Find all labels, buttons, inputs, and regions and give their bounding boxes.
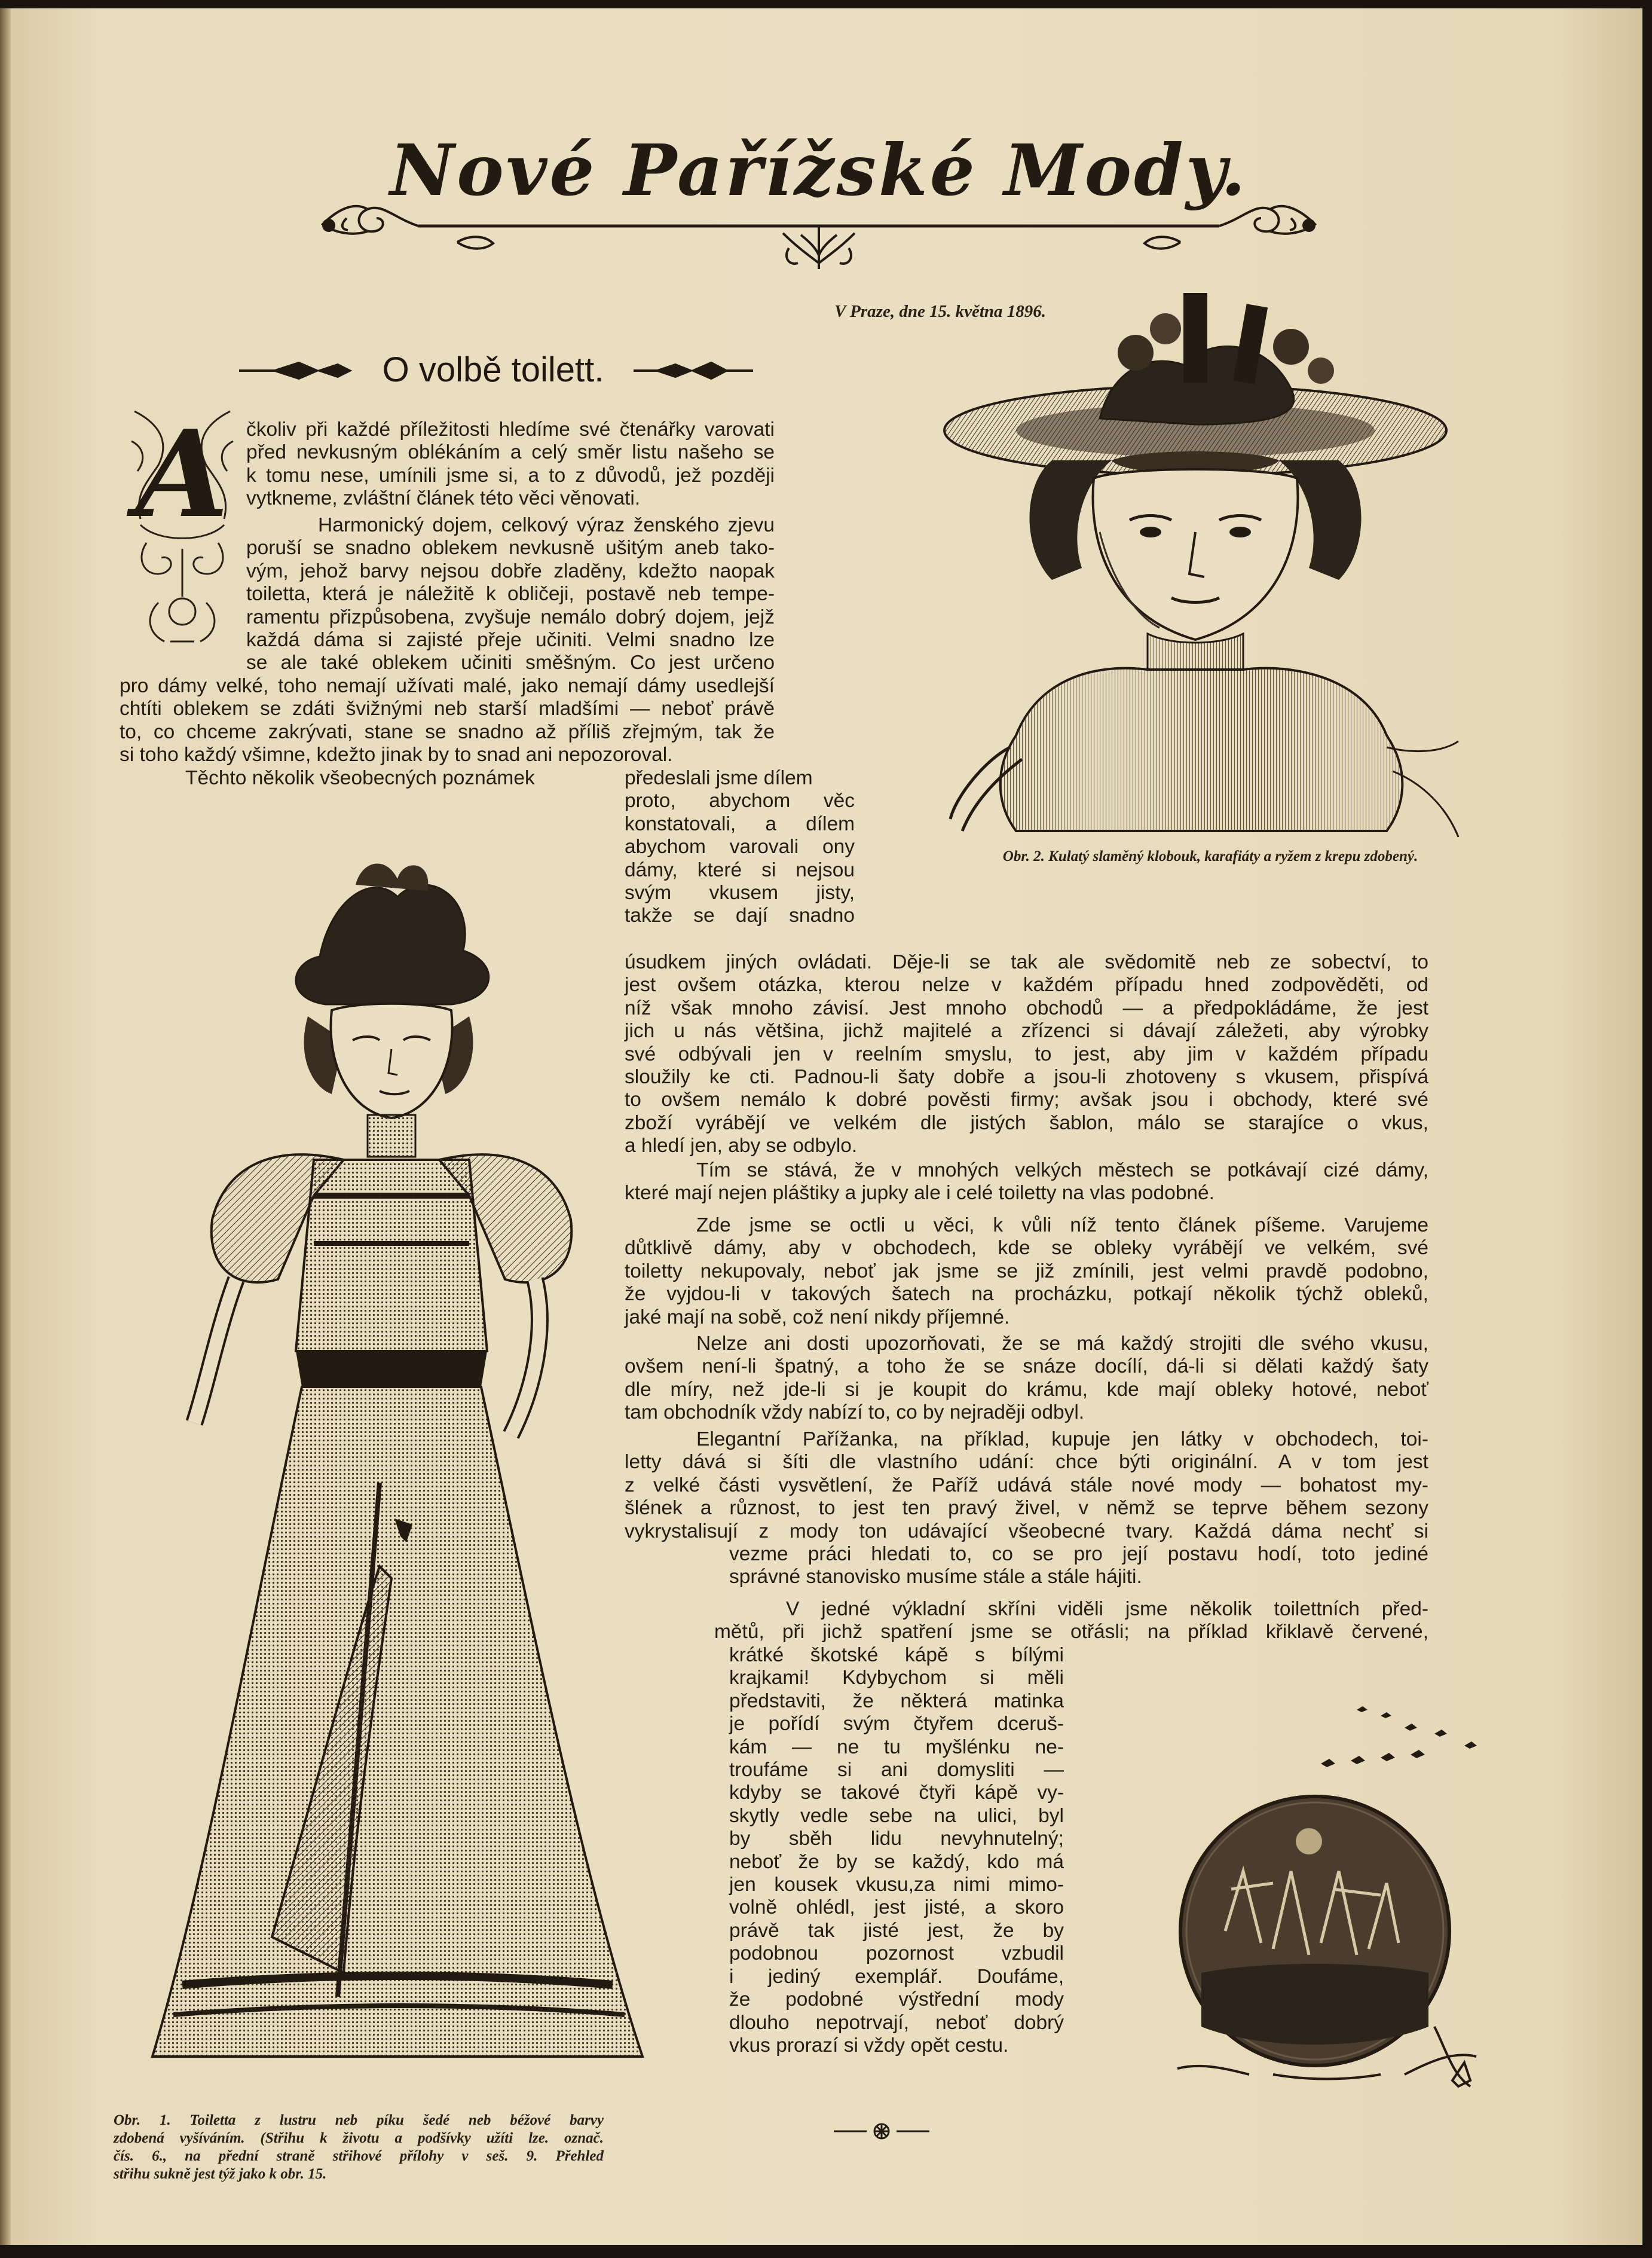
text-line: šlének a různost, to jest ten pravý živel, v němž se teprve během sezony [625, 1497, 1428, 1520]
scan-border-bottom [0, 2245, 1652, 2258]
paragraph-6 [625, 1333, 1428, 1425]
paragraph-8b [729, 1644, 1064, 2057]
text-line: vým, jehož barvy nejsou dobře zladěny, kdežto naopak [246, 560, 775, 582]
text-line: jen kousek vkusu,za nimi mimo- [729, 1874, 1064, 1896]
text-line: dámy, které si nejsou [625, 858, 855, 881]
text-line: jest ovšem otázka, kterou nelze v každém případu hned zodpověděti, od [625, 974, 1428, 997]
caption-line: zdobená vyšíváním. (Střihu k životu a podšívky užíti lze. označ. [114, 2130, 604, 2146]
figure-vignette-engraving [1154, 1692, 1488, 2116]
caption-line: čís. 6., na přední straně střihové přílohy v seš. 9. Přehled [114, 2148, 604, 2164]
masthead-title: Nové Pařížské Mody. [390, 129, 1248, 212]
text-line: představiti, že některá matinka [729, 1689, 1064, 1712]
figure-2-caption: Obr. 2. Kulatý slaměný klobouk, karafiáty a ryžem z krepu zdobený. [1002, 848, 1418, 864]
text-line: V jedné výkladní skříni viděli jsme několik toilettních před- [786, 1598, 1428, 1620]
text-line: Harmonický dojem, celkový výraz ženského zjevu [318, 514, 775, 536]
caption-line: střihu sukně jest týž jako k obr. 15. [114, 2166, 327, 2182]
section-heading [239, 350, 765, 392]
paragraph-4 [625, 1159, 1428, 1205]
masthead-ornament [311, 129, 1327, 284]
text-line: mětů, při jichž spatření jsme se otřásli; na příklad křiklavě červené, [714, 1621, 1428, 1643]
text-line: jich u nás většina, jichž majitelé a zřízenci si dávají záležeti, aby výrobky [625, 1020, 1428, 1043]
text-line: vezme práci hledati to, co se pro její postavu hodí, toto jediné [729, 1543, 1428, 1565]
text-line: vkus prorazí si vždy opět cestu. [729, 2034, 1009, 2057]
text-line: že podobné výstřední mody [729, 1988, 1064, 2011]
text-line: dlouho nepotrvají, neboť dobrý [729, 2011, 1064, 2034]
text-line: podobnou pozornost vzbudil [729, 1942, 1064, 1965]
page-spine-shadow [0, 0, 11, 2258]
text-line: toiletta, která je náležitě k obličeji, postavě neb tempe- [246, 583, 775, 606]
text-line: důtklivě dámy, aby v obchodech, kde se obleky vyrábějí ve velkém, své [625, 1237, 1428, 1260]
text-line: si toho každý všimne, kdežto jinak by to snad ani nepozoroval. [120, 744, 673, 766]
text-line: ramentu přizpůsobena, zvyšuje nemálo dobrý dojem, jejž [246, 606, 775, 628]
text-line: předeslali jsme dílem [625, 767, 813, 789]
text-line: právě tak jisté jest, že by [729, 1919, 1064, 1942]
text-line: kám — ne tu myšlénku ne- [729, 1735, 1064, 1758]
text-line: a hledí jen, aby se odbylo. [625, 1135, 858, 1157]
dropcap-letter: A [136, 405, 229, 545]
text-line: níž však mnoho závisí. Jest mnoho obchodů — a předpokládáme, že jest [625, 997, 1428, 1019]
text-line: to, co chceme zakrývati, stane se snadno až příliš zřejmým, tak že [120, 720, 775, 743]
text-line: svým vkusem jisty, [625, 882, 855, 905]
scan-border-top [0, 0, 1652, 8]
text-line: dle míry, než jde-li si je koupit do krámu, kde mají obleky hotové, neboť [625, 1378, 1428, 1401]
text-line: Nelze ani dosti upozorňovati, že se má každý strojiti dle svého vkusu, [696, 1333, 1428, 1355]
text-line: pro dámy velké, toho nemají užívati malé, jako nemají dámy usedlejší [120, 675, 775, 697]
text-line: proto, abychom věc [625, 790, 855, 812]
text-line: že vyjdou-li v takových šatech na procházku, potkají několik týchž obleků, [625, 1283, 1428, 1306]
text-line: které mají nejen pláštiky a jupky ale i celé toiletty na vlas podobné. [625, 1182, 1214, 1205]
text-line: skytly vedle sebe na ulici, byl [729, 1804, 1064, 1827]
text-line: Elegantní Pařížanka, na příklad, kupuje jen látky v obchodech, toi- [696, 1428, 1428, 1450]
figure-hat-engraving [932, 281, 1488, 867]
text-line: se ale také oblekem učiniti směšným. Co jest určeno [246, 652, 775, 674]
dateline: V Praze, dne 15. května 1896. [834, 302, 1046, 321]
dropcap-ornament [123, 405, 242, 650]
masthead [311, 129, 1327, 284]
figure-1-caption [114, 2112, 604, 2183]
text-line: neboť že by se každý, kdo má [729, 1850, 1064, 1873]
text-line: vykrystalisují z mody ton udávající všeobecné tvary. Každá dáma nechť si [625, 1520, 1428, 1542]
text-line: každá dáma si zajisté přeje učiniti. Velmi snadno lze [246, 629, 775, 652]
paragraph-3-narrow [625, 767, 855, 928]
text-line: takže se dají snadno [625, 905, 855, 927]
paragraph-1 [246, 418, 775, 511]
text-line: ovšem není-li špatný, a toho že se snáze docílí, dá-li si dělati každý šaty [625, 1355, 1428, 1378]
text-line: je pořídí svým čtyřem dceruš- [729, 1713, 1064, 1735]
text-line: by sběh lidu nevyhnutelný; [729, 1828, 1064, 1850]
text-line: jaké mají na sobě, což není nikdy příjemné. [625, 1306, 1010, 1328]
text-line: abychom varovali ony [625, 836, 855, 858]
text-line: své odbývali jen v reelním smyslu, to jest, aby jim v každém případu [625, 1043, 1428, 1065]
text-line: sloužily ke cti. Padnou-li šaty dobře a jsou-li zhotoveny s vkusem, přispívá [625, 1066, 1428, 1089]
text-line: toiletty nekupovaly, neboť jak jsme se již zmínili, jest velmi pravdě podobno, [625, 1260, 1428, 1282]
paragraph-3-wide [625, 951, 1428, 1158]
text-line: zboží vyrábějí ve velkém dle jistých šablon, málo se starajíce o vkus, [625, 1111, 1428, 1134]
text-line: Tím se stává, že v mnohých velkých městech se potkávají cizé dámy, [696, 1159, 1428, 1181]
text-line: letty dává si šíti dle vlastního udání: chce býti originální. A v tom jest [625, 1451, 1428, 1474]
text-line: tam obchodník vždy nabízí to, co by nejraději odbyl. [625, 1401, 1085, 1424]
text-line: vytkneme, zvláštní článek této věci věnovati. [246, 487, 641, 510]
paragraph-2a [246, 514, 775, 675]
text-line: před nevkusným oblékáním a celý směr listu našeho se [246, 441, 775, 464]
text-line: poruší se snadno oblekem nevkusně ušitým aneb tako- [246, 537, 775, 560]
text-line: to ovšem nemálo k dobré pověsti firmy; avšak jsou i obchody, které své [625, 1089, 1428, 1111]
footer-ornament [834, 2116, 929, 2146]
paragraph-8a [714, 1598, 1428, 1644]
paragraph-7b [729, 1543, 1428, 1589]
text-line: čkoliv při každé příležitosti hledíme své čtenářky varovati [246, 418, 775, 441]
text-line: krátké škotské kápě s bílými [729, 1644, 1064, 1666]
text-line: konstatovali, a dílem [625, 812, 855, 835]
text-line: z velké části vysvětlení, že Paříž udává stále nové mody — bohatost my- [625, 1474, 1428, 1496]
text-line: kdyby se takové čtyři kápě vy- [729, 1782, 1064, 1804]
text-line: správné stanovisko musíme stále a stále hájiti. [729, 1566, 1142, 1588]
figure-toilette-engraving [117, 861, 708, 2104]
paragraph-2b [120, 675, 775, 767]
section-title: O volbě toilett. [382, 350, 604, 389]
paragraph-7a [625, 1428, 1428, 1543]
text-line: i jediný exemplář. Doufáme, [729, 1965, 1064, 1988]
paragraph-3-lead [185, 767, 598, 790]
scan-border-right [1642, 0, 1652, 2258]
text-line: krajkami! Kdybychom si měli [729, 1667, 1064, 1689]
text-line: volně ohlédl, jest jisté, a skoro [729, 1896, 1064, 1919]
text-line: úsudkem jiných ovládati. Děje-li se tak ale svědomitě neb ze sobectví, to [625, 951, 1428, 973]
text-line: k tomu nese, umínili jsme si, a to z důvodů, jež později [246, 464, 775, 487]
caption-line: Obr. 1. Toiletta z lustru neb píku šedé neb béžové barvy [114, 2112, 604, 2128]
text-line: troufáme si ani domysliti — [729, 1759, 1064, 1782]
text-line: chtíti oblekem se zdáti švižnými neb starší mladšími — neboť právě [120, 698, 775, 720]
text-line: Zde jsme se octli u věci, k vůli níž tento článek píšeme. Varujeme [696, 1214, 1428, 1236]
paragraph-5 [625, 1214, 1428, 1329]
text-line: Těchto několik všeobecných poznámek [185, 767, 535, 789]
